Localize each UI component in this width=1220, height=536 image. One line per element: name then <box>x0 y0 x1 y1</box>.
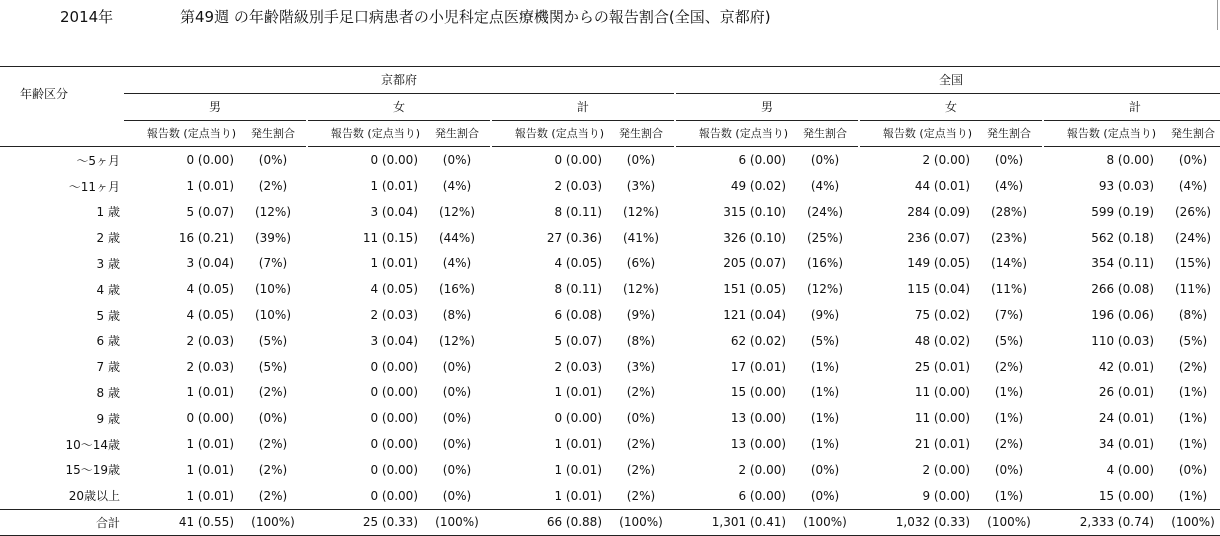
ratio-cell: (16%) <box>438 282 476 297</box>
table-row <box>0 354 1220 380</box>
ratio-cell: (1%) <box>1178 437 1208 452</box>
ratio-cell: (0%) <box>626 153 656 168</box>
count-cell: 2 (0.00) <box>922 153 971 168</box>
ratio-cell: (24%) <box>806 204 844 219</box>
count-cell: 1 (0.01) <box>186 462 234 477</box>
count-cell: 27 (0.36) <box>546 230 602 245</box>
ratio-cell: (11%) <box>990 282 1028 297</box>
table-row <box>0 405 1220 431</box>
table-row <box>0 483 1220 509</box>
count-cell: 1 (0.01) <box>554 488 602 503</box>
ratio-cell: (8%) <box>442 308 472 323</box>
ratio-cell: (0%) <box>626 411 656 426</box>
ratio-column-header: 発生割合 <box>1160 120 1220 147</box>
ratio-cell: (2%) <box>258 385 288 400</box>
count-cell: 17 (0.01) <box>730 359 787 374</box>
table-row <box>0 225 1220 251</box>
ratio-cell: (1%) <box>994 488 1024 503</box>
table-row <box>0 380 1220 406</box>
age-label: 15～19歳 <box>65 463 120 478</box>
age-label: 7 歳 <box>96 360 120 375</box>
ratio-cell: (41%) <box>622 230 660 245</box>
count-cell: 75 (0.02) <box>914 308 971 323</box>
ratio-cell: (44%) <box>438 230 476 245</box>
age-label: 9 歳 <box>96 411 120 426</box>
age-label: 合計 <box>0 509 124 536</box>
age-label: ～11ヶ月 <box>68 179 120 194</box>
count-cell: 1 (0.01) <box>554 437 602 452</box>
count-cell: 354 (0.11) <box>1091 256 1155 271</box>
ratio-cell: (0%) <box>442 359 472 374</box>
header-row-region <box>0 67 1220 94</box>
count-cell: 0 (0.00) <box>370 488 418 503</box>
ratio-cell: (28%) <box>990 204 1028 219</box>
ratio-cell: (26%) <box>1175 204 1212 219</box>
ratio-cell: (10%) <box>254 308 292 323</box>
count-cell: 4 (0.00) <box>1106 462 1155 477</box>
count-cell: 44 (0.01) <box>914 179 971 194</box>
count-cell: 1 (0.01) <box>554 385 602 400</box>
group-header-national: 全国 <box>676 67 1220 94</box>
ratio-cell: (5%) <box>258 359 288 374</box>
ratio-cell: (12%) <box>622 204 660 219</box>
ratio-cell: (12%) <box>806 282 844 297</box>
count-cell: 2 (0.03) <box>554 359 602 374</box>
ratio-cell: (3%) <box>626 179 656 194</box>
count-cell: 1,301 (0.41) <box>676 509 792 536</box>
count-column-header: 報告数 (定点当り) <box>492 120 608 147</box>
ratio-cell: (4%) <box>810 179 840 194</box>
ratio-cell: (2%) <box>1178 359 1208 374</box>
subgroup-header: 女 <box>860 93 1042 120</box>
count-cell: 11 (0.15) <box>362 230 418 245</box>
count-cell: 599 (0.19) <box>1091 204 1155 219</box>
age-label: 4 歳 <box>96 282 120 297</box>
count-cell: 562 (0.18) <box>1091 230 1155 245</box>
ratio-cell: (7%) <box>994 308 1024 323</box>
table-body <box>0 147 1220 536</box>
count-cell: 0 (0.00) <box>370 359 418 374</box>
table-row <box>0 457 1220 483</box>
ratio-cell: (11%) <box>1175 282 1212 297</box>
ratio-cell: (100%) <box>1160 509 1220 536</box>
table-title: 第49週 の年齢階級別手足口病患者の小児科定点医療機関からの報告割合(全国、京都府) <box>180 8 771 26</box>
total-row <box>0 509 1220 536</box>
ratio-cell: (0%) <box>258 411 288 426</box>
frame-divider <box>1217 0 1218 30</box>
count-cell: 1 (0.01) <box>370 179 418 194</box>
ratio-cell: (4%) <box>1178 179 1208 194</box>
count-cell: 4 (0.05) <box>186 308 234 323</box>
count-cell: 11 (0.00) <box>914 411 971 426</box>
count-cell: 0 (0.00) <box>186 153 234 168</box>
ratio-cell: (0%) <box>442 488 472 503</box>
ratio-cell: (0%) <box>442 462 472 477</box>
count-cell: 1,032 (0.33) <box>860 509 976 536</box>
ratio-cell: (8%) <box>1178 308 1208 323</box>
ratio-cell: (0%) <box>442 437 472 452</box>
count-cell: 6 (0.08) <box>554 308 602 323</box>
count-cell: 205 (0.07) <box>723 256 787 271</box>
year-label: 2014年 <box>60 8 114 26</box>
table-row <box>0 328 1220 354</box>
count-cell: 3 (0.04) <box>370 204 418 219</box>
ratio-cell: (1%) <box>1178 385 1208 400</box>
count-cell: 1 (0.01) <box>186 385 234 400</box>
count-cell: 2 (0.03) <box>370 308 418 323</box>
count-cell: 8 (0.11) <box>554 204 602 219</box>
ratio-cell: (2%) <box>994 359 1024 374</box>
count-cell: 149 (0.05) <box>907 256 971 271</box>
ratio-cell: (2%) <box>626 462 656 477</box>
count-cell: 110 (0.03) <box>1091 333 1155 348</box>
ratio-cell: (15%) <box>1175 256 1212 271</box>
count-cell: 8 (0.00) <box>1106 153 1155 168</box>
ratio-column-header: 発生割合 <box>608 120 674 147</box>
count-cell: 8 (0.11) <box>554 282 602 297</box>
count-column-header: 報告数 (定点当り) <box>860 120 976 147</box>
age-label: 6 歳 <box>96 334 120 349</box>
ratio-cell: (16%) <box>806 256 844 271</box>
count-cell: 11 (0.00) <box>914 385 971 400</box>
count-cell: 2 (0.00) <box>922 462 971 477</box>
count-cell: 236 (0.07) <box>907 230 971 245</box>
ratio-cell: (2%) <box>626 488 656 503</box>
ratio-cell: (100%) <box>792 509 858 536</box>
count-cell: 315 (0.10) <box>723 204 787 219</box>
age-distribution-table <box>0 66 1220 536</box>
subgroup-header: 女 <box>308 93 490 120</box>
count-cell: 24 (0.01) <box>1098 411 1155 426</box>
count-cell: 121 (0.04) <box>723 308 787 323</box>
count-cell: 3 (0.04) <box>186 256 234 271</box>
count-cell: 2 (0.03) <box>554 179 602 194</box>
subgroup-header: 男 <box>676 93 858 120</box>
ratio-cell: (23%) <box>990 230 1028 245</box>
count-cell: 1 (0.01) <box>186 488 234 503</box>
ratio-cell: (3%) <box>626 359 656 374</box>
subgroup-header: 男 <box>124 93 306 120</box>
ratio-cell: (10%) <box>254 282 292 297</box>
count-cell: 25 (0.33) <box>308 509 424 536</box>
ratio-cell: (8%) <box>626 333 656 348</box>
age-label: ～5ヶ月 <box>76 153 120 168</box>
count-cell: 6 (0.00) <box>738 488 787 503</box>
ratio-cell: (7%) <box>258 256 288 271</box>
age-label: 1 歳 <box>96 205 120 220</box>
count-cell: 4 (0.05) <box>370 282 418 297</box>
ratio-cell: (4%) <box>442 256 472 271</box>
ratio-column-header: 発生割合 <box>240 120 306 147</box>
ratio-cell: (12%) <box>254 204 292 219</box>
count-cell: 49 (0.02) <box>730 179 787 194</box>
age-label: 5 歳 <box>96 308 120 323</box>
ratio-cell: (0%) <box>258 153 288 168</box>
ratio-cell: (6%) <box>626 256 656 271</box>
ratio-cell: (0%) <box>994 153 1024 168</box>
ratio-cell: (12%) <box>622 282 660 297</box>
count-cell: 0 (0.00) <box>370 462 418 477</box>
ratio-cell: (0%) <box>810 153 840 168</box>
ratio-cell: (39%) <box>254 230 292 245</box>
count-cell: 4 (0.05) <box>554 256 602 271</box>
ratio-cell: (0%) <box>1178 153 1208 168</box>
subgroup-header: 計 <box>1044 93 1220 120</box>
group-header-kyoto: 京都府 <box>124 67 674 94</box>
count-cell: 62 (0.02) <box>730 333 787 348</box>
count-cell: 15 (0.00) <box>1098 488 1155 503</box>
count-cell: 0 (0.00) <box>186 411 234 426</box>
count-column-header: 報告数 (定点当り) <box>308 120 424 147</box>
count-cell: 3 (0.04) <box>370 333 418 348</box>
ratio-cell: (100%) <box>608 509 674 536</box>
ratio-cell: (0%) <box>810 488 840 503</box>
ratio-cell: (1%) <box>1178 488 1208 503</box>
age-label: 8 歳 <box>96 385 120 400</box>
ratio-cell: (1%) <box>810 411 840 426</box>
age-column-header: 年齢区分 <box>0 67 124 121</box>
table-row <box>0 251 1220 277</box>
count-cell: 1 (0.01) <box>554 462 602 477</box>
count-column-header: 報告数 (定点当り) <box>1044 120 1160 147</box>
ratio-cell: (2%) <box>258 488 288 503</box>
ratio-cell: (24%) <box>1175 230 1212 245</box>
count-column-header: 報告数 (定点当り) <box>124 120 240 147</box>
count-cell: 15 (0.00) <box>730 385 787 400</box>
count-cell: 93 (0.03) <box>1098 179 1155 194</box>
table-row <box>0 276 1220 302</box>
count-cell: 6 (0.00) <box>738 153 787 168</box>
count-cell: 21 (0.01) <box>914 437 971 452</box>
age-label: 2 歳 <box>96 231 120 246</box>
ratio-cell: (4%) <box>994 179 1024 194</box>
age-label: 10～14歳 <box>65 437 120 452</box>
ratio-cell: (5%) <box>994 333 1024 348</box>
ratio-cell: (2%) <box>258 179 288 194</box>
table-row <box>0 431 1220 457</box>
ratio-cell: (0%) <box>442 385 472 400</box>
ratio-column-header: 発生割合 <box>424 120 490 147</box>
age-header-spacer <box>0 120 124 147</box>
count-column-header: 報告数 (定点当り) <box>676 120 792 147</box>
count-cell: 5 (0.07) <box>186 204 234 219</box>
ratio-cell: (1%) <box>810 437 840 452</box>
ratio-cell: (2%) <box>258 462 288 477</box>
ratio-cell: (100%) <box>976 509 1042 536</box>
ratio-cell: (5%) <box>258 333 288 348</box>
ratio-cell: (0%) <box>442 411 472 426</box>
count-cell: 48 (0.02) <box>914 333 971 348</box>
count-cell: 2 (0.03) <box>186 333 234 348</box>
count-cell: 41 (0.55) <box>124 509 240 536</box>
count-cell: 66 (0.88) <box>492 509 608 536</box>
table-row <box>0 199 1220 225</box>
header-row-sex <box>0 93 1220 120</box>
ratio-cell: (2%) <box>626 437 656 452</box>
count-cell: 115 (0.04) <box>907 282 971 297</box>
count-cell: 284 (0.09) <box>907 204 971 219</box>
count-cell: 196 (0.06) <box>1091 308 1155 323</box>
count-cell: 26 (0.01) <box>1098 385 1155 400</box>
count-cell: 42 (0.01) <box>1098 359 1155 374</box>
age-label: 20歳以上 <box>68 489 120 504</box>
count-cell: 16 (0.21) <box>178 230 234 245</box>
ratio-cell: (1%) <box>994 385 1024 400</box>
count-cell: 13 (0.00) <box>730 437 787 452</box>
table-row <box>0 147 1220 173</box>
count-cell: 266 (0.08) <box>1091 282 1155 297</box>
count-cell: 13 (0.00) <box>730 411 787 426</box>
count-cell: 4 (0.05) <box>186 282 234 297</box>
count-cell: 0 (0.00) <box>554 411 602 426</box>
ratio-cell: (1%) <box>810 385 840 400</box>
table-row <box>0 173 1220 199</box>
ratio-cell: (1%) <box>1178 411 1208 426</box>
ratio-cell: (0%) <box>810 462 840 477</box>
ratio-column-header: 発生割合 <box>976 120 1042 147</box>
ratio-cell: (0%) <box>994 462 1024 477</box>
ratio-cell: (1%) <box>810 359 840 374</box>
ratio-cell: (4%) <box>442 179 472 194</box>
count-cell: 1 (0.01) <box>186 179 234 194</box>
ratio-cell: (9%) <box>810 308 840 323</box>
ratio-cell: (12%) <box>438 204 476 219</box>
count-cell: 1 (0.01) <box>370 256 418 271</box>
count-cell: 2 (0.03) <box>186 359 234 374</box>
count-cell: 0 (0.00) <box>370 437 418 452</box>
count-cell: 1 (0.01) <box>186 437 234 452</box>
ratio-cell: (5%) <box>810 333 840 348</box>
ratio-cell: (9%) <box>626 308 656 323</box>
ratio-cell: (100%) <box>424 509 490 536</box>
table-row <box>0 302 1220 328</box>
ratio-cell: (100%) <box>240 509 306 536</box>
ratio-cell: (12%) <box>438 333 476 348</box>
count-cell: 0 (0.00) <box>370 385 418 400</box>
ratio-cell: (5%) <box>1178 333 1208 348</box>
ratio-cell: (2%) <box>626 385 656 400</box>
ratio-cell: (14%) <box>990 256 1028 271</box>
count-cell: 151 (0.05) <box>723 282 787 297</box>
ratio-cell: (1%) <box>994 411 1024 426</box>
ratio-cell: (2%) <box>258 437 288 452</box>
ratio-cell: (25%) <box>806 230 844 245</box>
count-cell: 0 (0.00) <box>370 411 418 426</box>
count-cell: 0 (0.00) <box>370 153 418 168</box>
ratio-cell: (0%) <box>1178 462 1208 477</box>
count-cell: 326 (0.10) <box>723 230 787 245</box>
ratio-column-header: 発生割合 <box>792 120 858 147</box>
count-cell: 5 (0.07) <box>554 333 602 348</box>
ratio-cell: (0%) <box>442 153 472 168</box>
header-row-columns <box>0 120 1220 147</box>
subgroup-header: 計 <box>492 93 674 120</box>
count-cell: 34 (0.01) <box>1098 437 1155 452</box>
count-cell: 0 (0.00) <box>554 153 602 168</box>
ratio-cell: (2%) <box>994 437 1024 452</box>
count-cell: 9 (0.00) <box>922 488 971 503</box>
count-cell: 25 (0.01) <box>914 359 971 374</box>
count-cell: 2,333 (0.74) <box>1044 509 1160 536</box>
age-label: 3 歳 <box>96 256 120 271</box>
count-cell: 2 (0.00) <box>738 462 787 477</box>
